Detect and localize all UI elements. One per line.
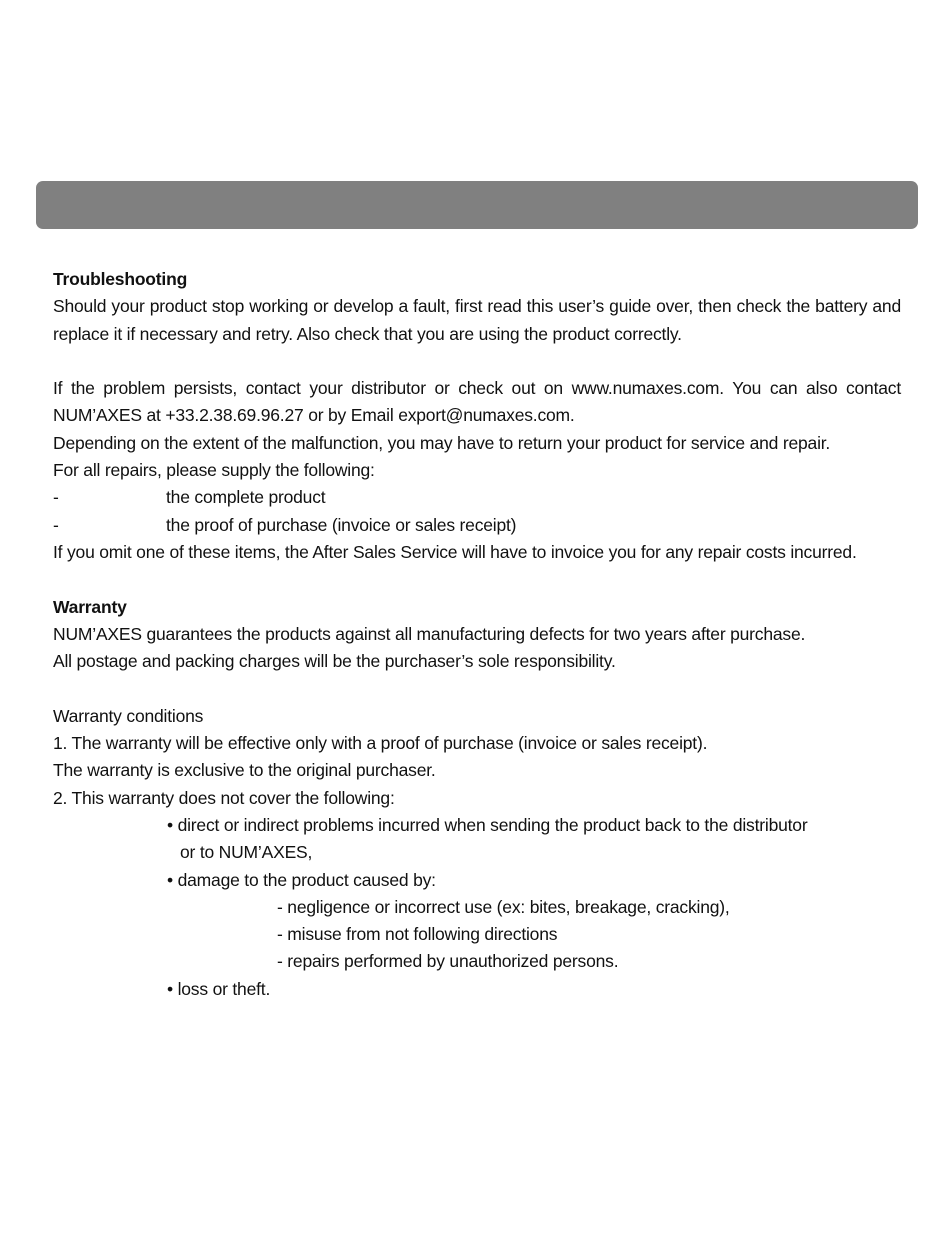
troubleshooting-paragraph-2: If the problem persists, contact your distributor or check out on www.numaxes.com. You can also contact NUM’AXES at +33.2.38.69.96.27 or by Email export@numaxes.com. xyxy=(53,378,901,426)
bullet-item: • direct or indirect problems incurred when sending the product back to the distributor xyxy=(167,814,808,835)
warranty-conditions-title: Warranty conditions xyxy=(53,705,204,726)
warranty-line-1: NUM’AXES guarantees the products against all manufacturing defects for two years after purchase. xyxy=(53,623,806,644)
troubleshooting-paragraph-1: Should your product stop working or develop a fault, first read this user’s guide over, then check the battery and replace it if necessary and retry. Also check that you are using the product correctly. xyxy=(53,296,901,344)
list-dash: - xyxy=(53,514,59,535)
list-dash: - xyxy=(53,487,59,508)
warranty-condition-2: 2. This warranty does not cover the following: xyxy=(53,787,395,808)
troubleshooting-heading: Troubleshooting xyxy=(53,269,188,289)
sub-list-item: - repairs performed by unauthorized persons. xyxy=(277,951,619,972)
sub-list-item: - misuse from not following directions xyxy=(277,924,558,945)
header-bar xyxy=(36,181,918,229)
troubleshooting-paragraph-5: If you omit one of these items, the After Sales Service will have to invoice you for any repair costs incurred. xyxy=(53,541,857,562)
bullet-item-continuation: or to NUM’AXES, xyxy=(180,842,313,863)
sub-list-item: - negligence or incorrect use (ex: bites, breakage, cracking), xyxy=(277,896,730,917)
troubleshooting-paragraph-4: For all repairs, please supply the following: xyxy=(53,460,375,481)
warranty-line-2: All postage and packing charges will be the purchaser’s sole responsibility. xyxy=(53,651,616,672)
list-item xyxy=(53,484,901,511)
bullet-item: • loss or theft. xyxy=(167,978,271,999)
list-item-text: the complete product xyxy=(166,487,326,508)
bullet-item: • damage to the product caused by: xyxy=(167,869,436,890)
troubleshooting-paragraph-3: Depending on the extent of the malfunction, you may have to return your product for service and repair. xyxy=(53,432,831,453)
warranty-condition-1b: The warranty is exclusive to the original purchaser. xyxy=(53,760,436,781)
warranty-condition-1: 1. The warranty will be effective only with a proof of purchase (invoice or sales receipt). xyxy=(53,733,708,754)
warranty-heading: Warranty xyxy=(53,596,127,617)
document-body xyxy=(53,266,901,1003)
list-item xyxy=(53,512,901,539)
list-item-text: the proof of purchase (invoice or sales receipt) xyxy=(166,514,517,535)
